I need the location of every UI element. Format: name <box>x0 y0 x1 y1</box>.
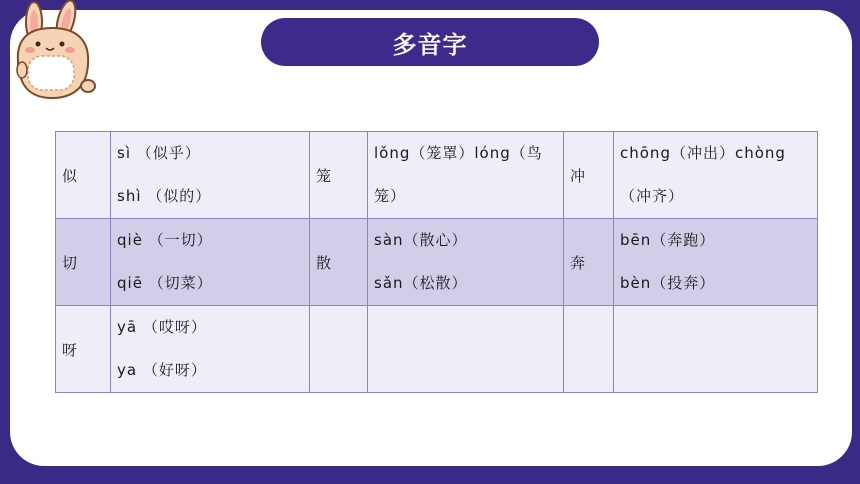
page-title: 多音字 <box>392 30 468 59</box>
reading-cell: sàn（散心） sǎn（松散） <box>368 219 564 306</box>
char-cell: 散 <box>310 219 368 306</box>
bunny-mascot-icon <box>4 0 104 102</box>
empty-cell <box>368 306 564 393</box>
char-cell: 笼 <box>310 132 368 219</box>
title-banner <box>261 18 599 66</box>
reading-cell: qiè （一切） qiē （切菜） <box>111 219 310 306</box>
reading-cell: sì （似乎） shì （似的） <box>111 132 310 219</box>
empty-cell <box>310 306 368 393</box>
table-row <box>56 219 818 306</box>
char-cell: 冲 <box>564 132 614 219</box>
empty-cell <box>614 306 818 393</box>
polyphonic-table <box>55 131 818 393</box>
reading-cell: yā （哎呀） ya （好呀） <box>111 306 310 393</box>
reading-cell: bēn（奔跑） bèn（投奔） <box>614 219 818 306</box>
table-row <box>56 132 818 219</box>
reading-cell: lǒng（笼罩）lóng（鸟笼） <box>368 132 564 219</box>
table-row <box>56 306 818 393</box>
reading-cell: chōng（冲出）chòng（冲齐） <box>614 132 818 219</box>
char-cell: 切 <box>56 219 111 306</box>
char-cell: 似 <box>56 132 111 219</box>
char-cell: 呀 <box>56 306 111 393</box>
empty-cell <box>564 306 614 393</box>
char-cell: 奔 <box>564 219 614 306</box>
